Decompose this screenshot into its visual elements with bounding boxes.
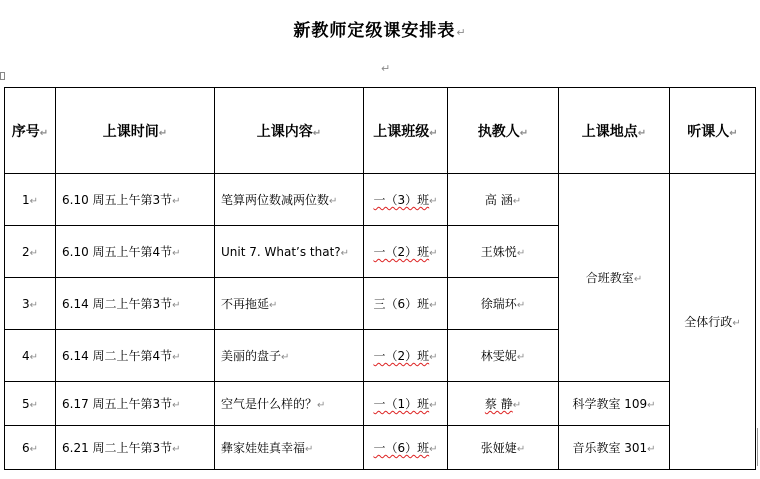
empty-paragraph-mark: ↵ (381, 62, 391, 75)
cell-class: 一（2）班↵ (364, 330, 448, 382)
header-no: 序号↵ (5, 88, 56, 174)
header-time: 上课时间↵ (56, 88, 215, 174)
cell-teacher: 林雯妮↵ (448, 330, 559, 382)
cell-teacher: 张娅婕↵ (448, 426, 559, 470)
cell-no: 6↵ (5, 426, 56, 470)
cell-no: 5↵ (5, 382, 56, 426)
header-location: 上课地点↵ (559, 88, 670, 174)
table-row (5, 382, 756, 426)
cell-teacher: 蔡 静↵ (448, 382, 559, 426)
header-teacher: 执教人↵ (448, 88, 559, 174)
table-anchor-icon (0, 72, 5, 80)
cell-no: 2↵ (5, 226, 56, 278)
header-content: 上课内容↵ (215, 88, 364, 174)
cell-no: 3↵ (5, 278, 56, 330)
cell-teacher: 高 涵↵ (448, 174, 559, 226)
cell-content: 笔算两位数减两位数↵ (215, 174, 364, 226)
cell-time: 6.14 周二上午第4节↵ (56, 330, 215, 382)
header-class: 上课班级↵ (364, 88, 448, 174)
cell-content: 空气是什么样的？↵ (215, 382, 364, 426)
cell-content: 美丽的盘子↵ (215, 330, 364, 382)
table-row (5, 426, 756, 470)
cell-time: 6.21 周二上午第3节↵ (56, 426, 215, 470)
table-row (5, 174, 756, 226)
page-edge-line (757, 428, 758, 466)
cell-time: 6.10 周五上午第4节↵ (56, 226, 215, 278)
cell-observer-merged: 全体行政↵ (670, 174, 756, 470)
cell-class: 一（2）班↵ (364, 226, 448, 278)
cell-class: 一（6）班↵ (364, 426, 448, 470)
cell-class: 三（6）班↵ (364, 278, 448, 330)
cell-content: Unit 7. What’s that?↵ (215, 226, 364, 278)
cell-no: 4↵ (5, 330, 56, 382)
cell-teacher: 王姝悦↵ (448, 226, 559, 278)
cell-content: 彝家娃娃真幸福↵ (215, 426, 364, 470)
cell-time: 6.17 周五上午第3节↵ (56, 382, 215, 426)
cell-location: 科学教室 109↵ (559, 382, 670, 426)
cell-location: 音乐教室 301↵ (559, 426, 670, 470)
cell-class: 一（1）班↵ (364, 382, 448, 426)
cell-no: 1↵ (5, 174, 56, 226)
cell-class: 一（3）班↵ (364, 174, 448, 226)
cell-time: 6.10 周五上午第3节↵ (56, 174, 215, 226)
cell-teacher: 徐瑞环↵ (448, 278, 559, 330)
header-row (5, 88, 756, 174)
header-observer: 听课人↵ (670, 88, 756, 174)
cell-location-merged: 合班教室↵ (559, 174, 670, 382)
cell-time: 6.14 周二上午第3节↵ (56, 278, 215, 330)
schedule-table (4, 87, 756, 470)
page-title: 新教师定级课安排表↵ (293, 21, 467, 41)
cell-content: 不再拖延↵ (215, 278, 364, 330)
